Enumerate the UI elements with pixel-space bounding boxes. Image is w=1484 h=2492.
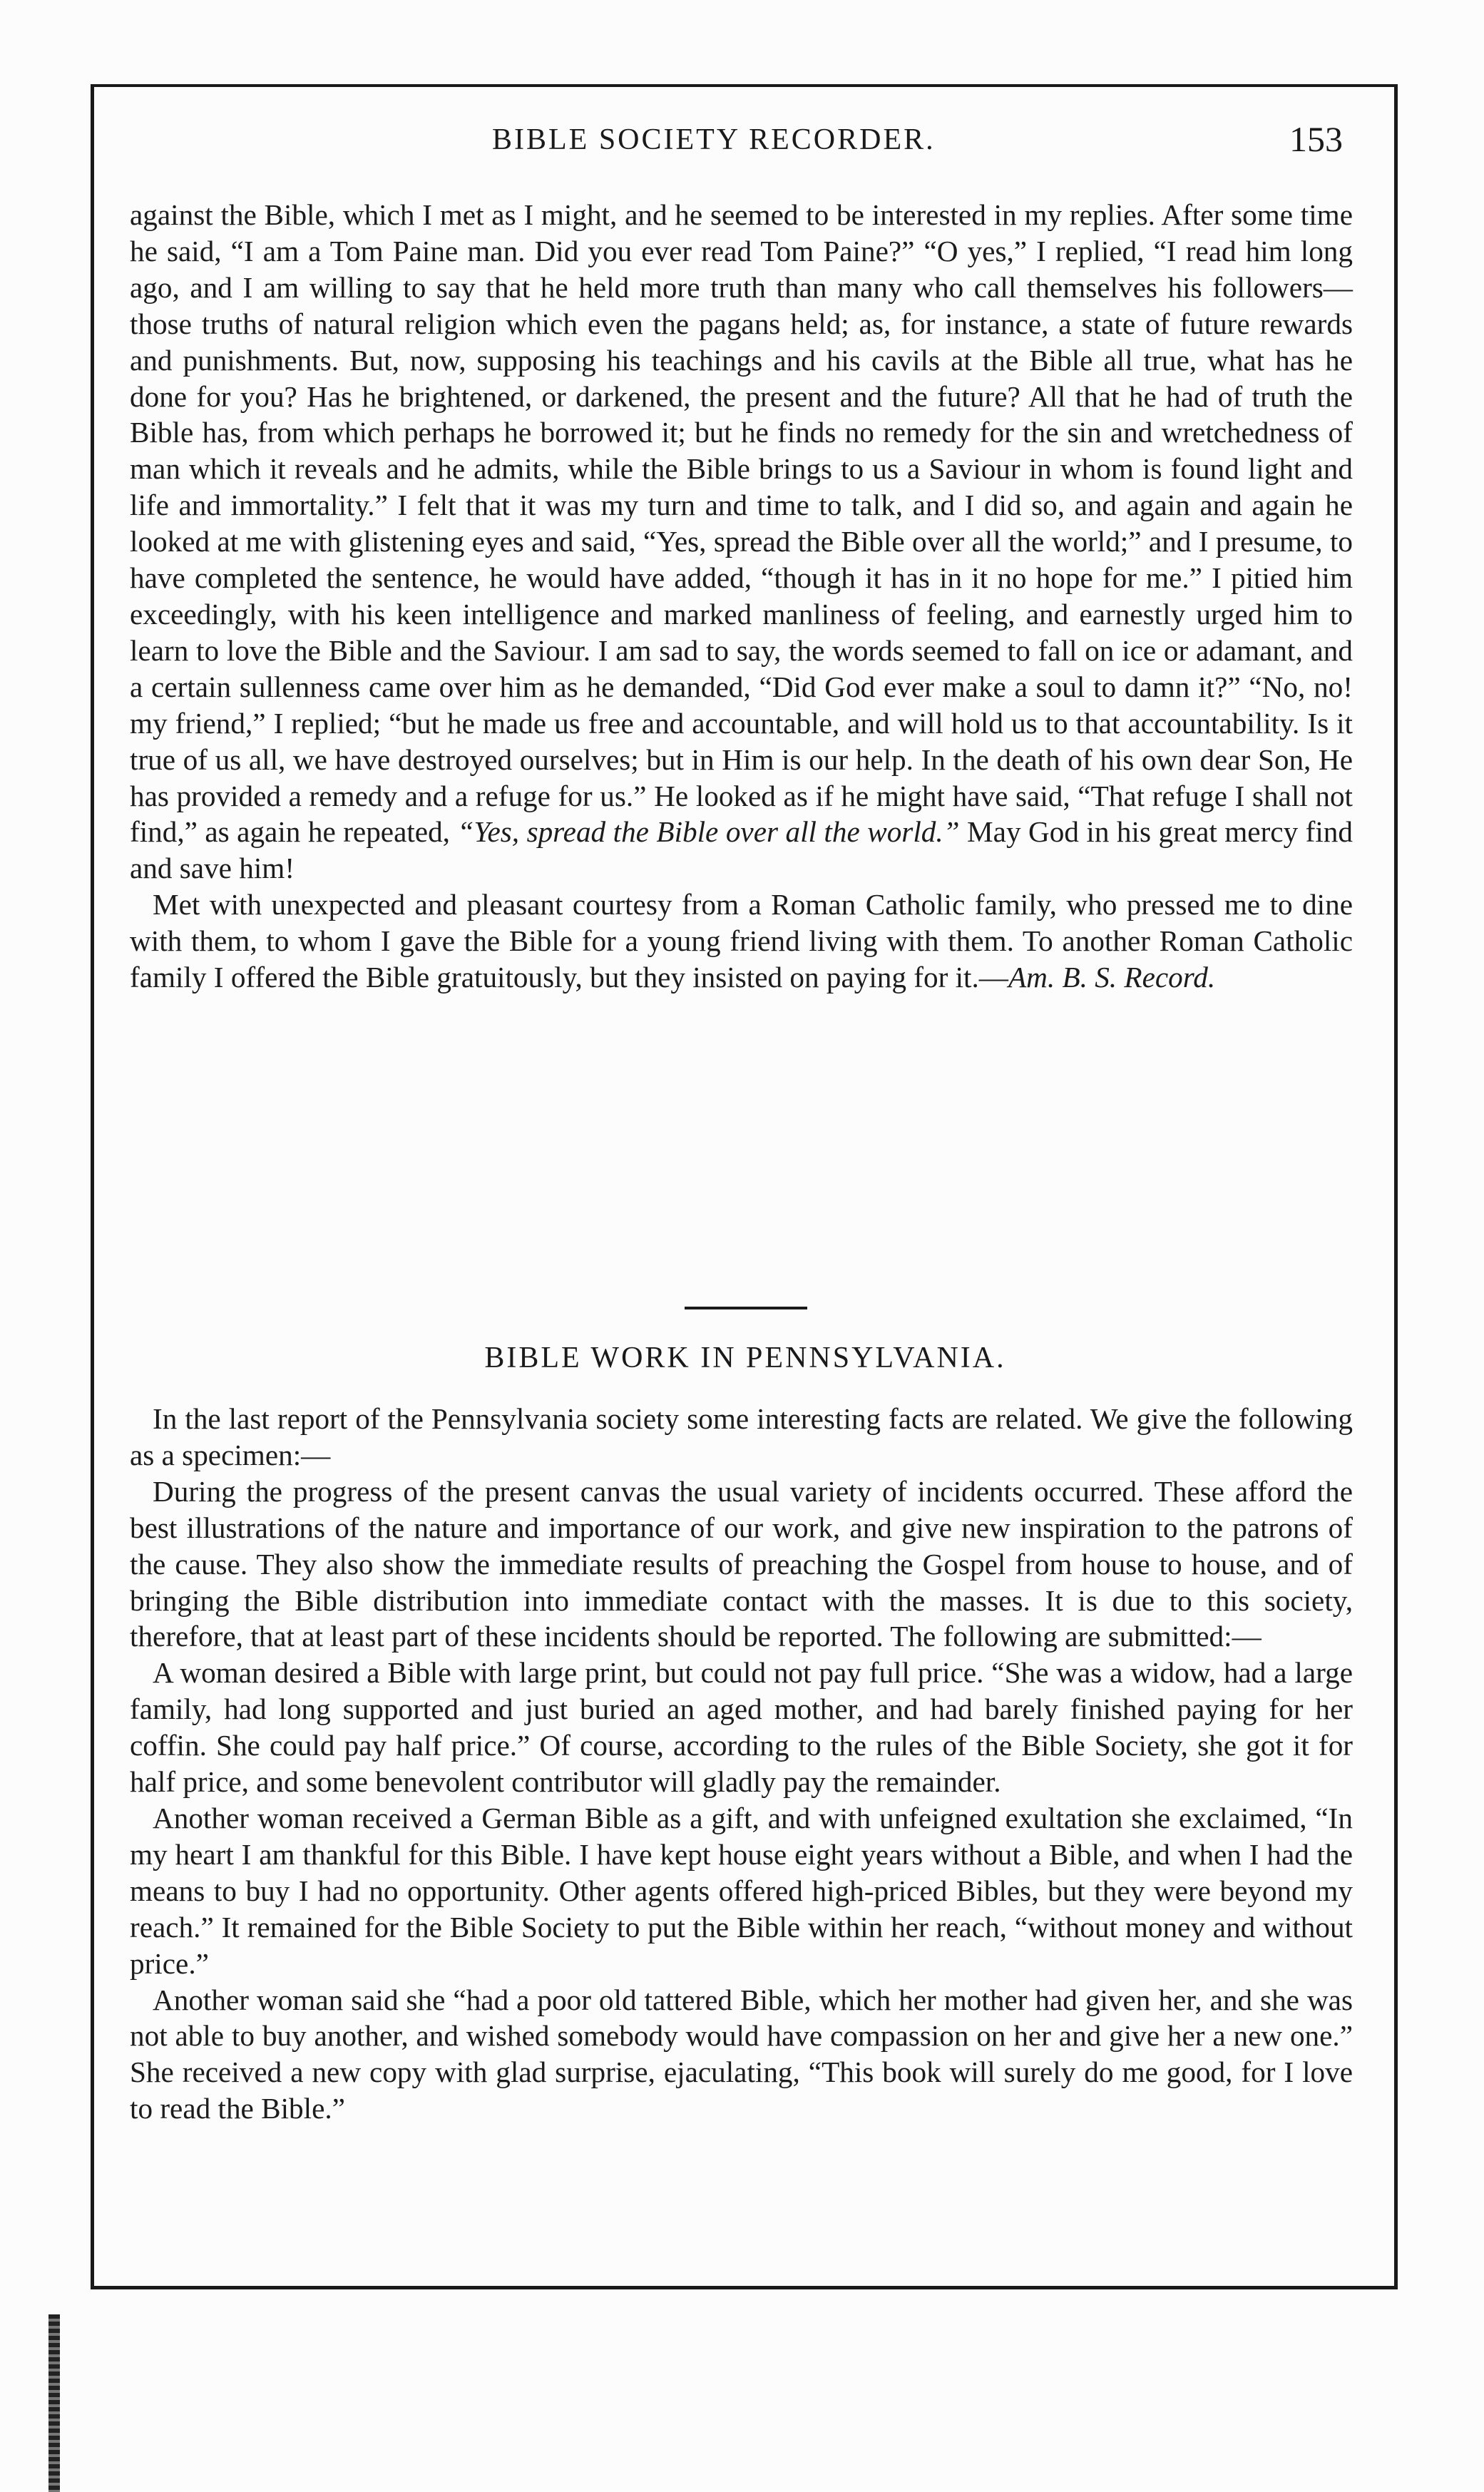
article-paragraph: A woman desired a Bible with large print, but could not pay full price. “She was a widow, had a large family, had long supported and just buried an aged mother, and had barely finished paying for her coffin. She could pay half price.” Of course, according to the rules of the Bible Society, she got it for half price, and some benevolent contributor will gladly pay the remainder. <box>130 1656 1353 1799</box>
article-paragraph <box>130 887 1353 996</box>
frame-bottom-border <box>91 2286 1398 2289</box>
article-paragraph: Another woman said she “had a poor old tattered Bible, which her mother had given her, and she was not able to buy another, and wished somebody would have compassion on her and give her a new one.” She received a new copy with glad surprise, ejaculating, “This book will surely do me good, for I love to read the Bible.” <box>130 1983 1353 2125</box>
binding-edge <box>48 2314 60 2492</box>
italic-quote: “Yes, spread the Bible over all the world.” <box>457 815 960 849</box>
article-paragraph: During the progress of the present canvas the usual variety of incidents occurred. These afford the best illustrations of the nature and importance of our work, and give new inspiration to the patrons of the cause. They also show the immediate results of preaching the Gospel from house to house, and of bringing the Bible distribution into immediate contact with the masses. It is due to this society, therefore, that at least part of these incidents should be reported. The following are submitted:— <box>130 1474 1353 1653</box>
section-title: BIBLE WORK IN PENNSYLVANIA. <box>484 1342 1006 1374</box>
section-divider <box>685 1307 807 1309</box>
article-continued <box>130 197 1353 996</box>
frame-top-border <box>91 84 1398 87</box>
article-paragraph: In the last report of the Pennsylvania society some interesting facts are related. We give the following as a specimen:— <box>130 1402 1353 1471</box>
paragraph-text-end: May God in his great mercy find and save him! <box>130 815 1353 885</box>
article-body <box>130 1401 1353 2127</box>
frame-left-border <box>91 84 94 2288</box>
paragraph-text: Met with unexpected and pleasant courtesy from a Roman Catholic family, who pressed me to dine with them, to whom I gave the Bible for a young friend living with them. To another Roman Catholic family I offered the Bible gratuitously, but they insisted on paying for it.— <box>130 888 1353 994</box>
article-paragraph <box>130 197 1353 887</box>
running-head: BIBLE SOCIETY RECORDER. <box>492 123 936 156</box>
frame-right-border <box>1394 84 1398 2288</box>
source-citation: Am. B. S. Record. <box>1008 961 1216 994</box>
paragraph-text: against the Bible, which I met as I might, and he seemed to be interested in my replies. After some time he said, “I am a Tom Paine man. Did you ever read Tom Paine?” “O yes,” I replied, “I read him long ago, and I am willing to say that he held more truth than many who call themselves his followers—those truths of natural religion which even the pagans held; as, for instance, a state of future rewards and punishments. But, now, supposing his teachings and his cavils at the Bible all true, what has he done for you? Has he brightened, or darkened, the present and the future? All that he had of truth the Bible has, from which perhaps he borrowed it; but he finds no remedy for the sin and wretchedness of man which it reveals and he admits, while the Bible brings to us a Saviour in whom is found light and life and immortality.” I felt that it was my turn and time to talk, and I did so, and again and again he looked at me with glistening eyes and said, “Yes, spread the Bible over all the world;” and I presume, to have completed the sentence, he would have added, “though it has in it no hope for me.” I pitied him exceedingly, with his keen intelligence and marked manliness of feeling, and earnestly urged him to learn to love the Bible and the Saviour. I am sad to say, the words seemed to fall on ice or adamant, and a certain sullenness came over him as he demanded, “Did God ever make a soul to damn it?” “No, no! my friend,” I replied; “but he made us free and accountable, and will hold us to that accountability. Is it true of us all, we have destroyed ourselves; but in Him is our help. In the death of his own dear Son, He has provided a remedy and a refuge for us.” He looked as if he might have said, “That refuge I shall not find,” as again he repeated, <box>130 198 1353 849</box>
article-paragraph: Another woman received a German Bible as a gift, and with unfeigned exultation she exclaimed, “In my heart I am thankful for this Bible. I have kept house eight years without a Bible, and when I had the means to buy I had no opportunity. Other agents offered high-priced Bibles, but they were beyond my reach.” It remained for the Bible Society to put the Bible within her reach, “without money and without price.” <box>130 1801 1353 1980</box>
page-number: 153 <box>1289 119 1343 159</box>
